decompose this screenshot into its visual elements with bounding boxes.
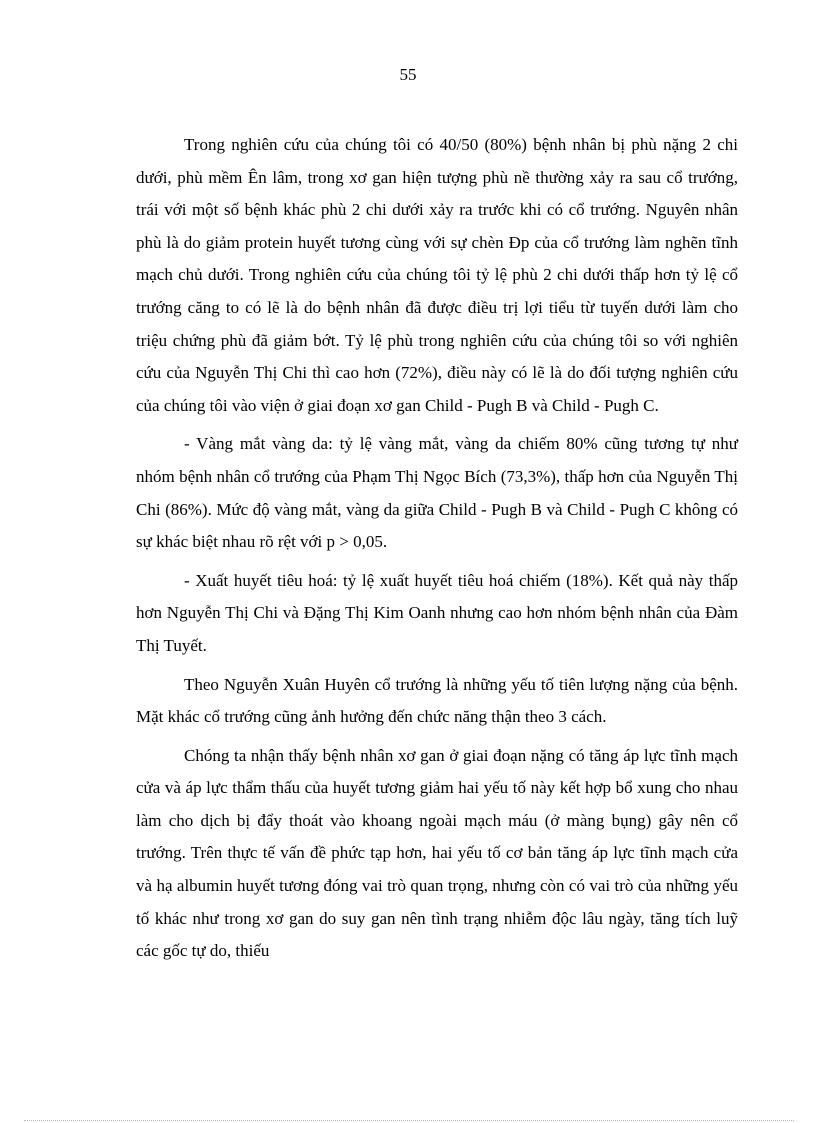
page-number: 55 [399, 65, 417, 84]
body-text [136, 129, 738, 968]
paragraph-gi-bleeding: - Xuất huyết tiêu hoá: tỷ lệ xuất huyết tiêu hoá chiếm (18%). Kết quả này thấp hơn Nguyễn Thị Chi và Đặng Thị Kim Oanh nhưng cao hơn nhóm bệnh nhân của Đàm Thị Tuyết. [136, 570, 738, 655]
paragraph-mechanism: Chóng ta nhận thấy bệnh nhân xơ gan ở giai đoạn nặng có tăng áp lực tĩnh mạch cửa và áp lực thẩm thấu của huyết tương giảm hai yếu tố này kết hợp bổ xung cho nhau làm cho dịch bị đẩy thoát vào khoang ngoài mạch máu (ở màng bụng) gây nên cổ trướng. Trên thực tế vấn đề phức tạp hơn, hai yếu tố cơ bản tăng áp lực tĩnh mạch cửa và hạ albumin huyết tương đóng vai trò quan trọng, nhưng còn có vai trò của những yếu tố khác như trong xơ gan do suy gan nên tình trạng nhiễm độc lâu ngày, tăng tích luỹ các gốc tự do, thiếu [136, 745, 738, 961]
page-bottom-divider [24, 1120, 794, 1121]
paragraph-jaundice: - Vàng mắt vàng da: tỷ lệ vàng mắt, vàng da chiếm 80% cũng tương tự như nhóm bệnh nhân cổ trướng của Phạm Thị Ngọc Bích (73,3%), thấp hơn của Nguyễn Thị Chi (86%). Mức độ vàng mắt, vàng da giữa Child - Pugh B và Child - Pugh C không có sự khác biệt nhau rõ rệt với p > 0,05. [136, 434, 738, 552]
paragraph-prognosis: Theo Nguyễn Xuân Huyên cổ trướng là những yếu tố tiên lượng nặng của bệnh. Mặt khác cổ trướng cũng ảnh hưởng đến chức năng thận theo 3 cách. [136, 674, 738, 727]
paragraph-edema: Trong nghiên cứu của chúng tôi có 40/50 (80%) bệnh nhân bị phù nặng 2 chi dưới, phù mềm Ên lâm, trong xơ gan hiện tượng phù nề thường xảy ra sau cổ trướng, trái với một số bệnh khác phù 2 chi dưới xảy ra trước khi có cổ trướng. Nguyên nhân phù là do giảm protein huyết tương cùng với sự chèn Ðp của cổ trướng làm nghẽn tĩnh mạch chủ dưới. Trong nghiên cứu của chúng tôi tỷ lệ phù 2 chi dưới thấp hơn tỷ lệ cổ trướng căng to có lẽ là do bệnh nhân đã được điều trị lợi tiểu từ tuyến dưới làm cho triệu chứng phù đã giảm bớt. Tỷ lệ phù trong nghiên cứu của chúng tôi so với nghiên cứu của Nguyễn Thị Chi thì cao hơn (72%), điều này có lẽ là do đối tượng nghiên cứu của chúng tôi vào viện ở giai đoạn xơ gan Child - Pugh B và Child - Pugh C. [136, 135, 738, 415]
